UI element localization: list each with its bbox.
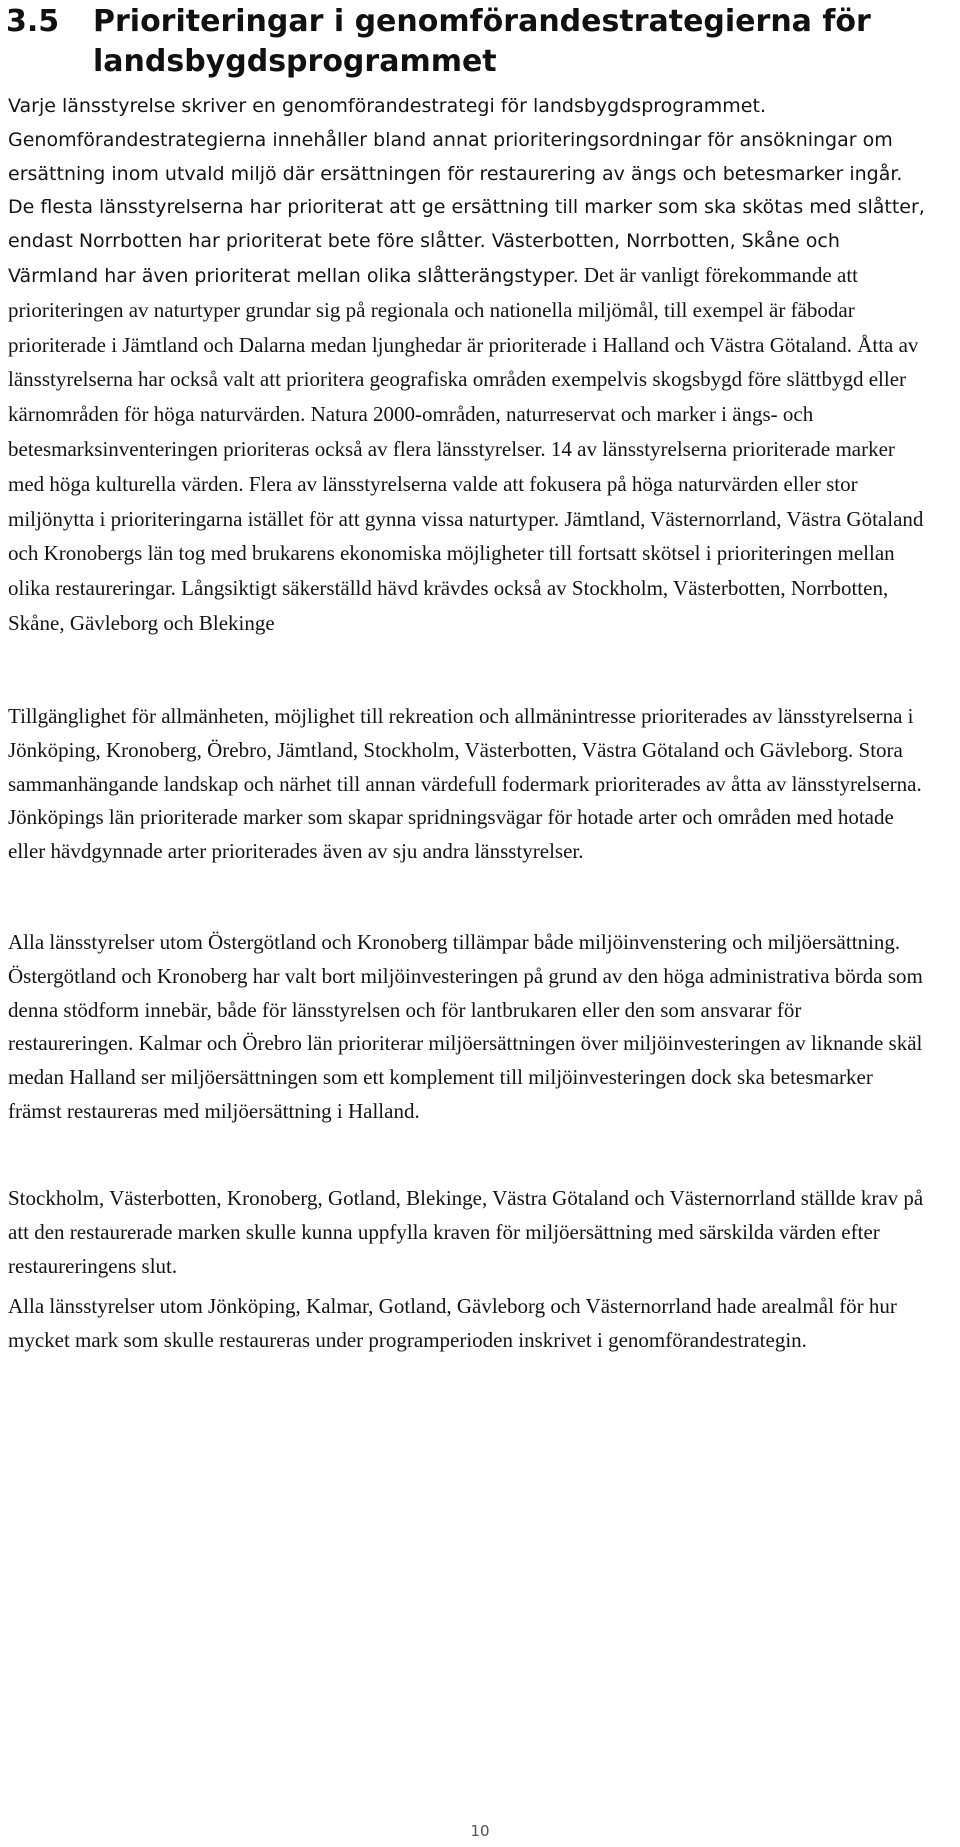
paragraph-3: Alla länsstyrelser utom Östergötland och Kronoberg tillämpar både miljöinvenstering och miljöersättning. Östergötland och Kronoberg har valt bort miljöinvesteringen på grund av den höga administrativa börda som denna stödform innebär, både för länsstyrelsen och för lantbrukaren eller den som ansvarar för restaureringen. Kalmar och Örebro län prioriterar miljöersättningen över miljöinvesteringen av liknande skäl medan Halland ser miljöersättningen som ett komplement till miljöinvesteringen dock ska betesmarker främst restaureras med miljöersättning i Halland. — [8, 930, 923, 1123]
section-title-line-1: Prioriteringar i genomförandestrategierna för — [93, 4, 871, 39]
paragraph-1 — [8, 90, 928, 642]
section-title-line-2: landsbygdsprogrammet — [93, 44, 497, 79]
paragraph-2: Tillgänglighet för allmänheten, möjlighet till rekreation och allmänintresse prioriterades av länsstyrelserna i Jönköping, Kronoberg, Örebro, Jämtland, Stockholm, Västerbotten, Västra Götaland och Gävleborg. Stora sammanhängande landskap och närhet till annan värdefull fodermark prioriterades av åtta av länsstyrelserna. Jönköpings län prioriterade marker som skapar spridningsvägar för hotade arter och områden med hotade eller hävdgynnade arter prioriterades även av sju andra länsstyrelser. — [8, 704, 922, 864]
paragraph-4: Stockholm, Västerbotten, Kronoberg, Gotland, Blekinge, Västra Götaland och Västernorrland ställde krav på att den restaurerade marken skulle kunna uppfylla kraven för miljöersättning med särskilda värden efter restaureringens slut. — [8, 1186, 924, 1278]
section-heading — [6, 2, 936, 82]
paragraph-5: Alla länsstyrelser utom Jönköping, Kalmar, Gotland, Gävleborg och Västernorrland hade arealmål för hur mycket mark som skulle restaureras under programperioden inskrivet i genomförandestrategin. — [8, 1294, 897, 1352]
paragraph-1-sans-text: Varje länsstyrelse skriver en genomförandestrategi för landsbygdsprogrammet. Genomförandestrategierna innehåller bland annat prioriteringsordningar för ansökningar om ersättning inom utvald miljö där ersättningen för restaurering av ängs och betesmarker ingår. De flesta länsstyrelserna har prioriterat att ge ersättning till marker som ska skötas med slåtter, endast Norrbotten har prioriterat bete före slåtter. Västerbotten, Norrbotten, Skåne och Värmland har även prioriterat mellan olika slåtterängstyper. — [8, 95, 925, 287]
page-number: 10 — [470, 1822, 490, 1840]
paragraph-1-serif-text: Det är vanligt förekommande att prioriteringen av naturtyper grundar sig på regionala och nationella miljömål, till exempel är fäbodar prioriterade i Jämtland och Dalarna medan ljunghedar är prioriterade i Halland och Västra Götaland. Åtta av länsstyrelserna har också valt att prioritera geografiska områden exempelvis skogsbygd före slättbygd eller kärnområden för höga naturvärden. Natura 2000-områden, naturreservat och marker i ängs- och betesmarksinventeringen prioriteras också av flera länsstyrelser. 14 av länsstyrelserna prioriterade marker med höga kulturella värden. Flera av länsstyrelserna valde att fokusera på höga naturvärden eller stor miljönytta i prioriteringarna istället för att gynna vissa naturtyper. Jämtland, Västernorrland, Västra Götaland och Kronobergs län tog med brukarens ekonomiska möjligheter till fortsatt skötsel i prioriteringen mellan olika restaureringar. Långsiktigt säkerställd hävd krävdes också av Stockholm, Västerbotten, Norrbotten, Skåne, Gävleborg och Blekinge — [8, 262, 924, 635]
section-number: 3.5 — [6, 4, 60, 39]
